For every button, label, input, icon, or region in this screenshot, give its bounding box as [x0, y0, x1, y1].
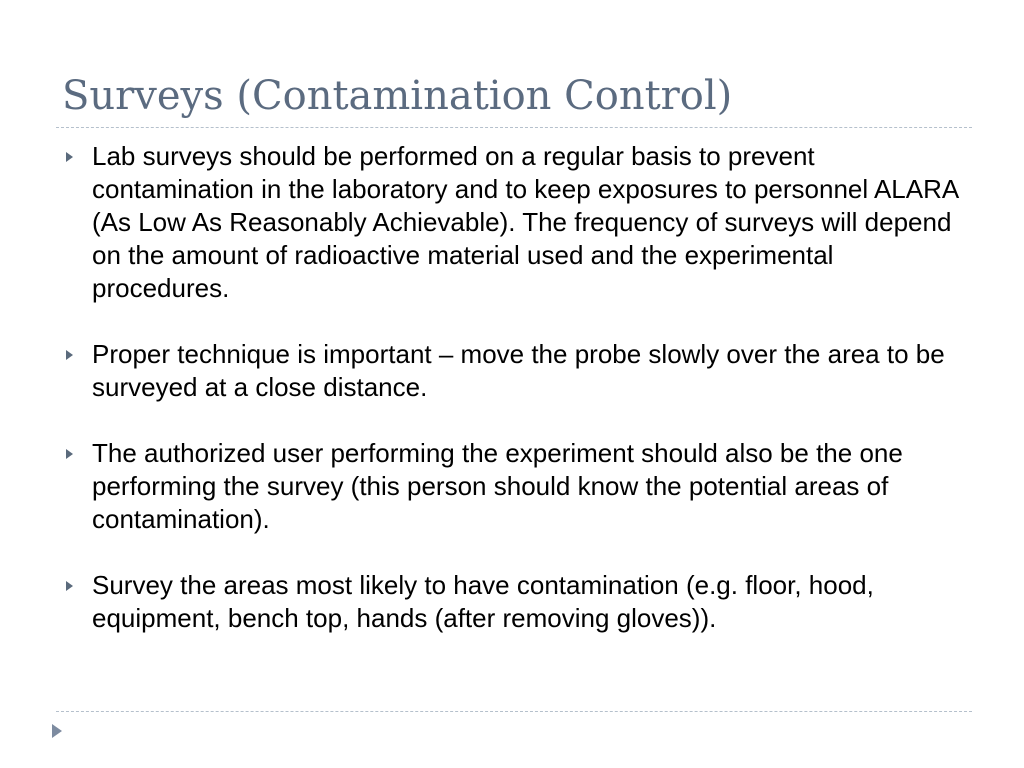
triangle-bullet-icon: [66, 581, 73, 591]
slide-title: Surveys (Contamination Control): [62, 73, 733, 119]
bullet-item: [62, 338, 972, 404]
triangle-bullet-icon: [66, 350, 73, 360]
bullet-item: [62, 140, 972, 305]
triangle-bullet-icon: [66, 449, 73, 459]
bullet-text: Lab surveys should be performed on a regular basis to prevent contamination in the laboratory and to keep exposures to personnel ALARA (As Low As Reasonably Achievable). The frequency of surveys will depend on the amount of radioactive material used and the experimental procedures.: [92, 141, 958, 303]
bullet-item: [62, 569, 972, 635]
footer-divider: [56, 711, 972, 712]
triangle-bullet-icon: [66, 152, 73, 162]
bullet-text: Survey the areas most likely to have contamination (e.g. floor, hood, equipment, bench top, hands (after removing gloves)).: [92, 570, 874, 633]
bullet-item: [62, 437, 972, 536]
play-arrow-icon[interactable]: [52, 724, 62, 738]
bullet-text: The authorized user performing the experiment should also be the one performing the survey (this person should know the potential areas of contamination).: [92, 438, 903, 534]
title-divider: [56, 127, 972, 128]
bullet-list: [62, 140, 972, 668]
bullet-text: Proper technique is important – move the probe slowly over the area to be surveyed at a close distance.: [92, 339, 945, 402]
